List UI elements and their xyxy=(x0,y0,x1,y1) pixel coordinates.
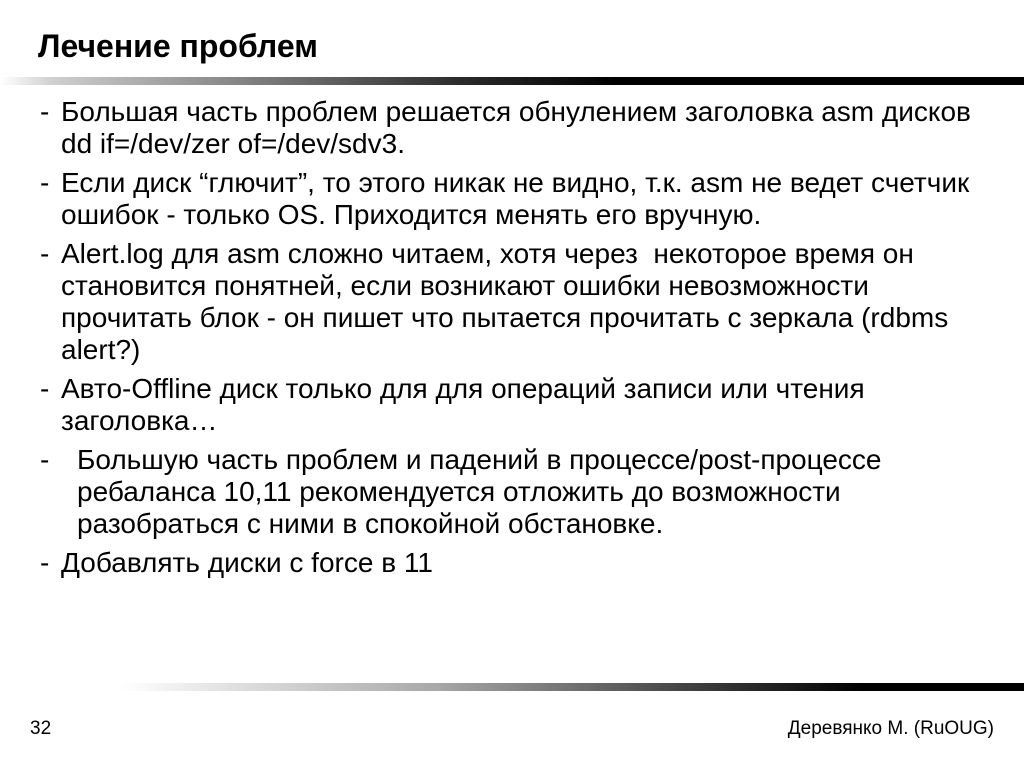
bullet-list xyxy=(40,96,990,586)
bullet-item xyxy=(40,373,990,437)
slide-title: Лечение проблем xyxy=(38,28,318,64)
bullet-text: Большая часть проблем решается обнулением заголовка asm дисков dd if=/dev/zer of=/dev/sdv3. xyxy=(61,96,979,159)
bullet-dash: - xyxy=(40,444,50,475)
bullet-dash: - xyxy=(40,373,58,404)
bullet-dash: - xyxy=(40,167,58,198)
bullet-text: Добавлять диски с force в 11 xyxy=(61,547,433,578)
bullet-text: Большую часть проблем и падений в процессе/post-процессе ребаланса 10,11 рекомендуется отложить до возможности разобраться с ними в спокойной обстановке. xyxy=(77,444,890,539)
title-divider xyxy=(0,77,1024,85)
bullet-item xyxy=(40,238,990,366)
bullet-dash: - xyxy=(40,96,58,127)
footer-divider xyxy=(120,683,1024,691)
bullet-dash: - xyxy=(40,238,58,269)
bullet-text: Если диск “глючит”, то этого никак не видно, т.к. asm не ведет счетчик ошибок - только OS. Приходится менять его вручную. xyxy=(61,167,978,230)
bullet-item xyxy=(40,547,990,579)
page-number: 32 xyxy=(30,718,52,739)
bullet-text: Авто-Offline диск только для для операций записи или чтения заголовка… xyxy=(61,373,873,436)
bullet-text: Alert.log для asm сложно читаем, хотя через некоторое время он становится понятней, если возникают ошибки невозможности прочитать блок - он пишет что пытается прочитать с зеркала (rdbms alert?) xyxy=(61,238,957,365)
footer-author: Деревянко М. (RuOUG) xyxy=(787,718,994,739)
bullet-dash: - xyxy=(40,547,58,578)
bullet-item xyxy=(40,96,990,160)
bullet-item xyxy=(40,444,990,540)
bullet-item xyxy=(40,167,990,231)
